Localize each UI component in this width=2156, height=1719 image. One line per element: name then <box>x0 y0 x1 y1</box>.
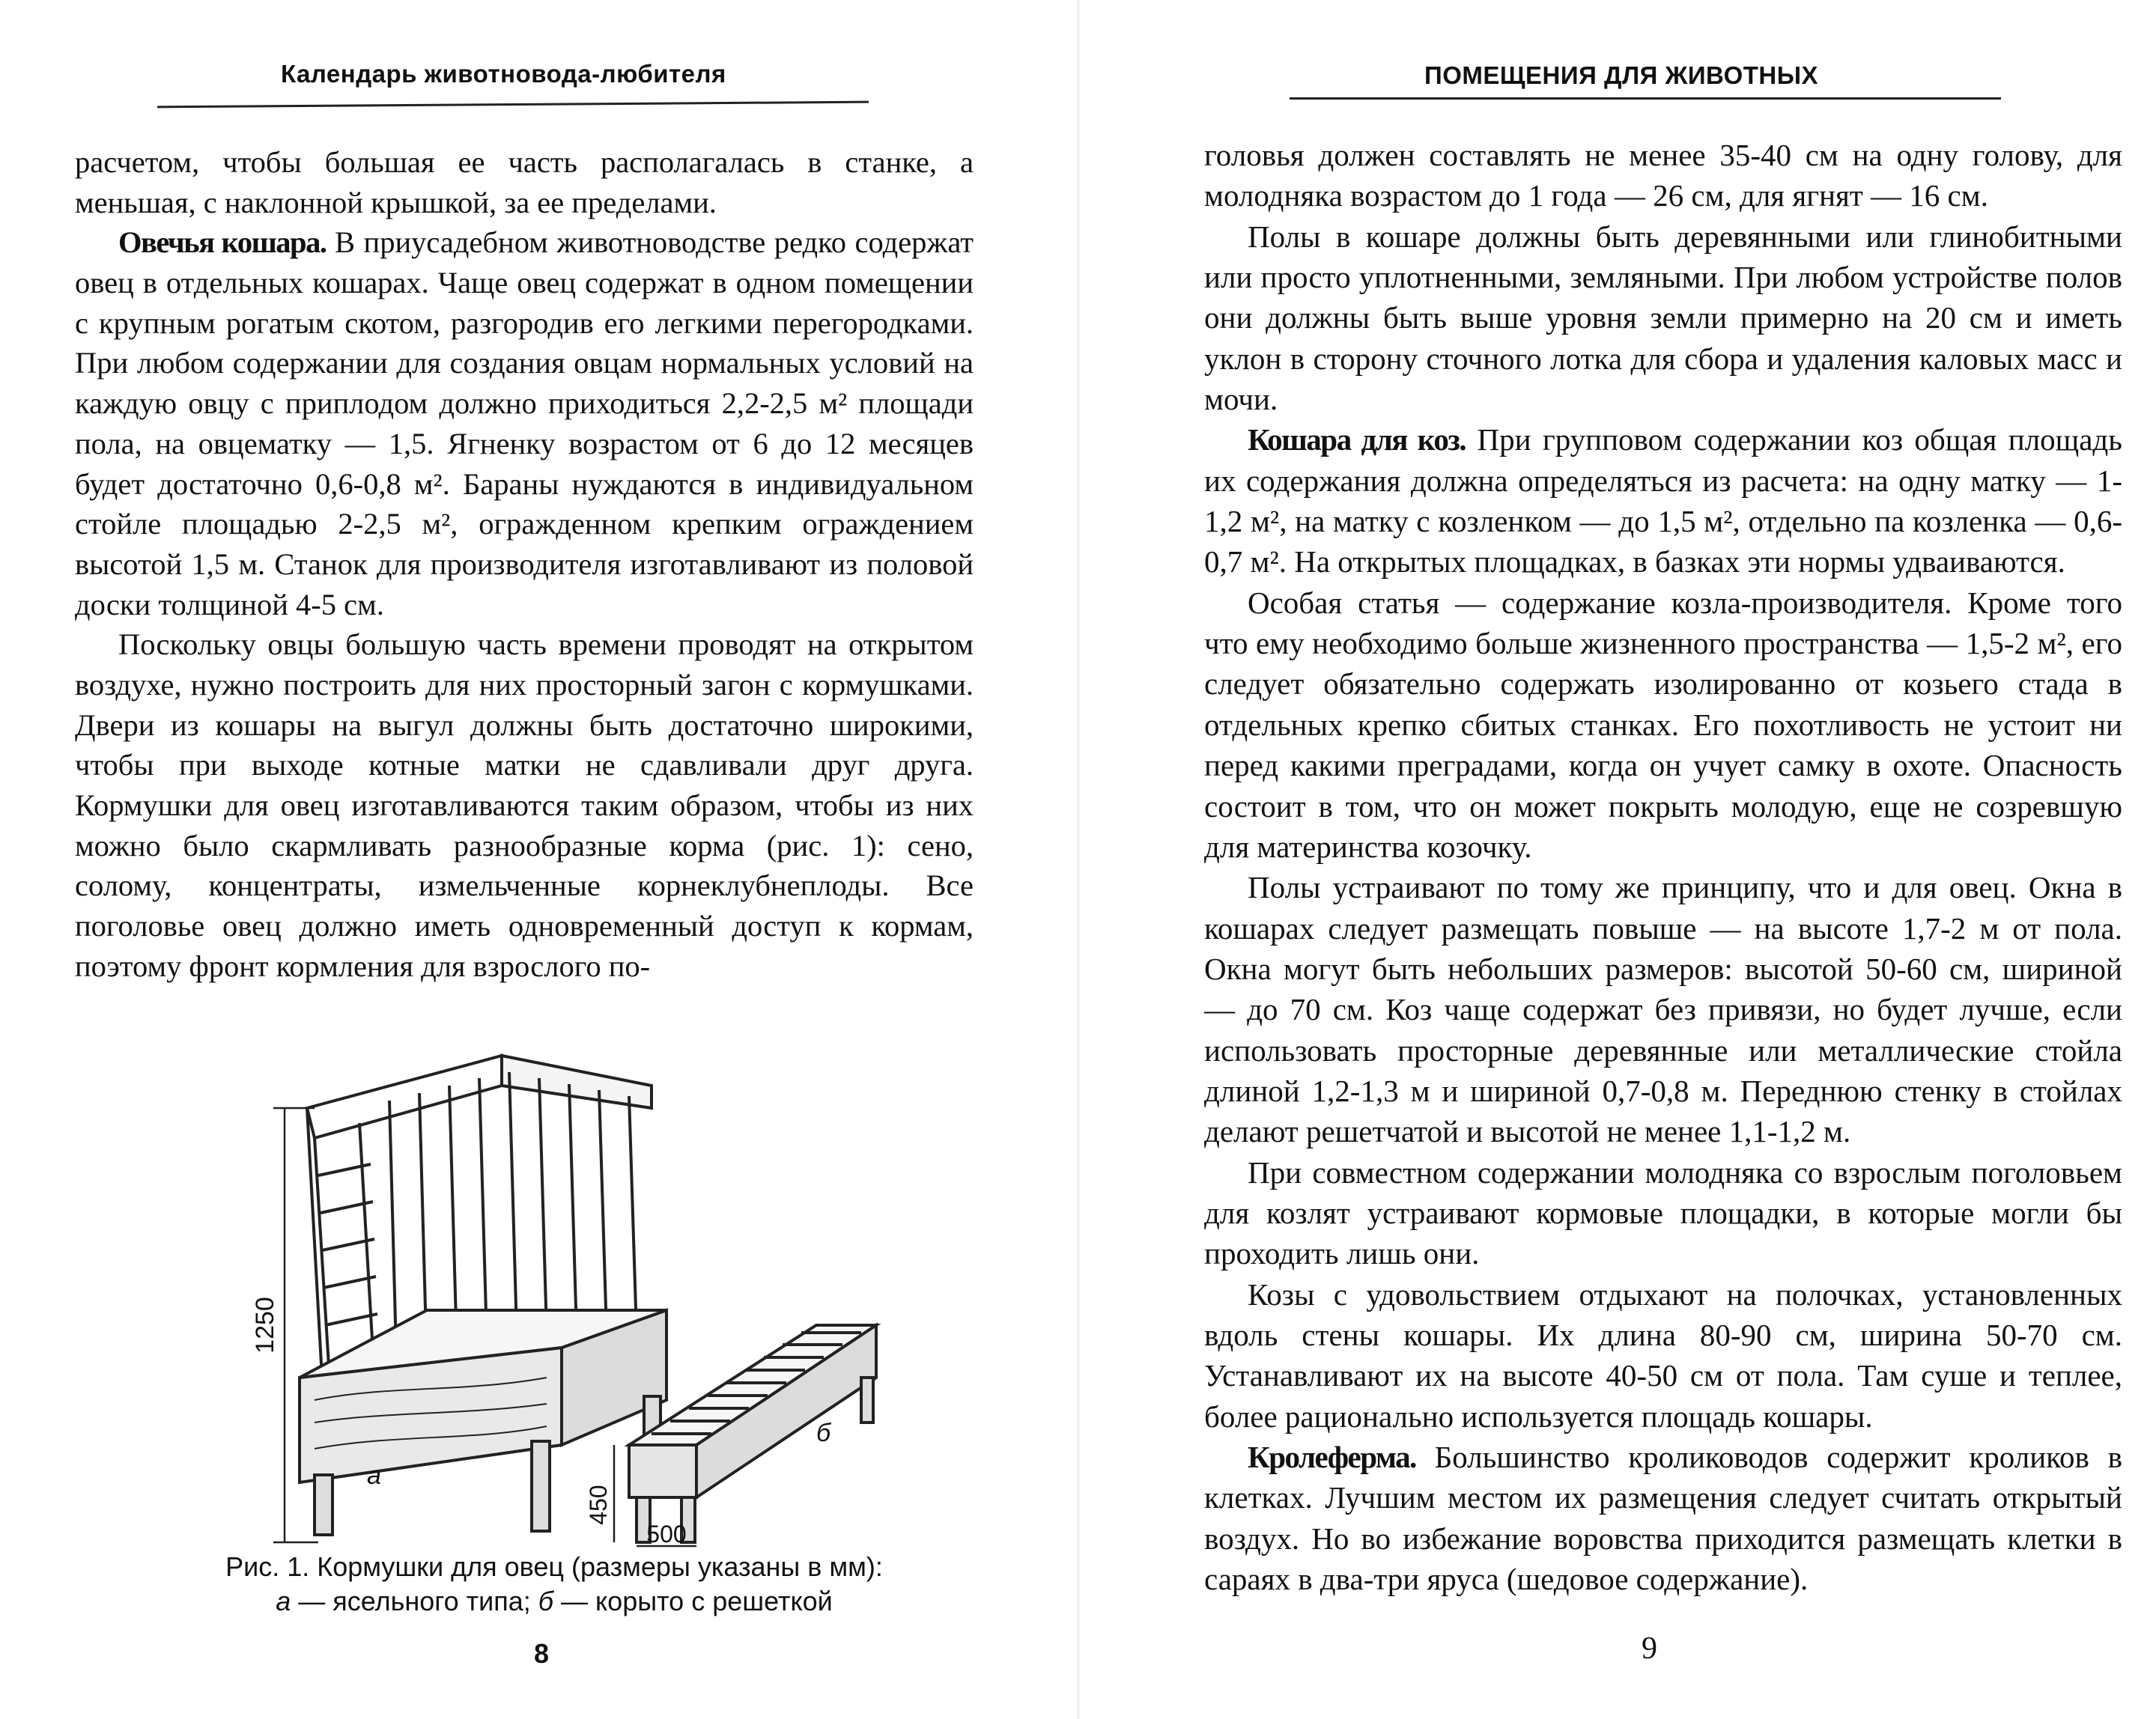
paragraph: расчетом, чтобы большая ее часть располагалась в станке, а меньшая, с наклонной крышкой, за ее пределами. <box>75 145 974 219</box>
paragraph-lead: Кролеферма. <box>1248 1440 1416 1474</box>
paragraph-lead: Овечья кошара. <box>118 225 327 260</box>
page-number-left: 8 <box>534 1638 550 1669</box>
right-body-text <box>1204 135 2122 1599</box>
right-page <box>1078 0 2156 1719</box>
paragraph: При совместном содержании молодняка со взрослым поголовьем для козлят устраивают кормовые площадки, в которые могли бы проходить лишь они. <box>1204 1154 2122 1271</box>
paragraph: Кролеферма. Большинство кролиководов содержит кроликов в клетках. Лучшим местом их размещения следует считать открытый воздух. Но во избежание воровства приходится размещать клетки в сараях в два-три яруса (шедовое содержание). <box>1204 1440 2122 1597</box>
right-running-head: ПОМЕЩЕНИЯ ДЛЯ ЖИВОТНЫХ <box>1424 61 1819 89</box>
figure-1 <box>202 1026 906 1640</box>
paragraph: Кошара для коз. При групповом содержании коз общая площадь их содержания должна определяться из расчета: на одну матку — 1-1,2 м², на матку с козленком — до 1,5 м², отдельно па козленка — 0,6-0,7 м². На открытых площадках, в базках эти нормы удваиваются. <box>1204 422 2122 579</box>
paragraph: Полы в кошаре должны быть деревянными или глинобитными или просто уплотненными, земляными. При любом устройстве полов они должны быть выше уровня земли примерно на 20 см и иметь уклон в сторону сточного лотка для сбора и удаления каловых масс и мочи. <box>1204 219 2122 417</box>
dim-500-label: 500 <box>646 1521 687 1548</box>
figure-caption-line-1: Рис. 1. Кормушки для овец (размеры указаны в мм): <box>225 1551 883 1582</box>
feeder-illustration <box>202 1026 906 1550</box>
paragraph: головья должен составлять не менее 35-40 см на одну голову, для молодняка возрастом до 1 года — 26 см, для ягнят — 16 см. <box>1204 138 2122 213</box>
paragraph: Полы устраивают по тому же принципу, что и для овец. Окна в кошарах следует размещать повыше — на высоте 1,7-2 м от пола. Окна могут быть небольших размеров: высотой 50-60 см, шириной — до 70 см. Коз чаще содержат без привязи, но будет лучше, если использовать просторные деревянные или металлические стойла длиной 1,2-1,3 м и шириной 0,7-0,8 м. Переднюю стенку в стойлах делают решетчатой и высотой не менее 1,1-1,2 м. <box>1204 870 2122 1149</box>
dim-450-label: 450 <box>585 1485 612 1525</box>
paragraph: Особая статья — содержание козла-производителя. Кроме того что ему необходимо больше жизненного пространства — 1,5-2 м², его следует обязательно содержать изолированно от козьего стада в отдельных крепко сбитых станках. Его похотливость не устоит ни перед какими преградами, когда он учует самку в охоте. Опасность состоит в том, что он может покрыть молодую, еще не созревшую для материнства козочку. <box>1204 585 2122 864</box>
paragraph: Поскольку овцы большую часть времени проводят на открытом воздухе, нужно построить для них просторный загон с кормушками. Двери из кошары на выгул должны быть достаточно широкими, чтобы при выходе котные матки не сдавливали друг друга. Кормушки для овец изготавливаются таким образом, чтобы из них можно было скармливать разнообразные корма (рис. 1): сено, солому, концентраты, измельченные корнеклубнеплоды. Все поголовье овец должно иметь одновременный доступ к кормам, поэтому фронт кормления для взрослого по- <box>75 627 974 983</box>
figure-label-b: б <box>816 1419 831 1447</box>
dim-1250-label: 1250 <box>251 1297 279 1354</box>
paragraph: Овечья кошара. В приусадебном животноводстве редко содержат овец в отдельных кошарах. Чаще овец содержат в одном помещении с крупным рогатым скотом, разгородив его легкими перегородками. При любом содержании для создания овцам нормальных условий на каждую овцу с приплодом должно приходиться 2,2-2,5 м² площади пола, на овцематку — 1,5. Ягненку возрастом от 6 до 12 месяцев будет достаточно 0,6-0,8 м². Бараны нуждаются в индивидуальном стойле площадью 2-2,5 м², огражденном крепким ограждением высотой 1,5 м. Станок для производителя изготавливают из половой доски толщиной 4-5 см. <box>75 225 974 621</box>
right-header-rule <box>1290 97 2001 100</box>
left-running-head: Календарь животновода-любителя <box>281 60 726 88</box>
left-header-rule <box>157 101 869 109</box>
paragraph: Козы с удовольствием отдыхают на полочках, установленных вдоль стены кошары. Их длина 80-90 см, ширина 50-70 см. Устанавливают их на высоте 40-50 см от пола. Там суше и теплее, более рационально используется площадь кошары. <box>1204 1277 2122 1434</box>
figure-label-a: а <box>367 1461 381 1490</box>
left-body-text <box>75 142 974 986</box>
page-number-right: 9 <box>1642 1631 1657 1666</box>
manger-feeder-a <box>300 1056 666 1535</box>
figure-caption-line-2: а — ясельного типа; б — корыто с решеткой <box>276 1586 833 1616</box>
paragraph-lead: Кошара для коз. <box>1248 422 1466 457</box>
